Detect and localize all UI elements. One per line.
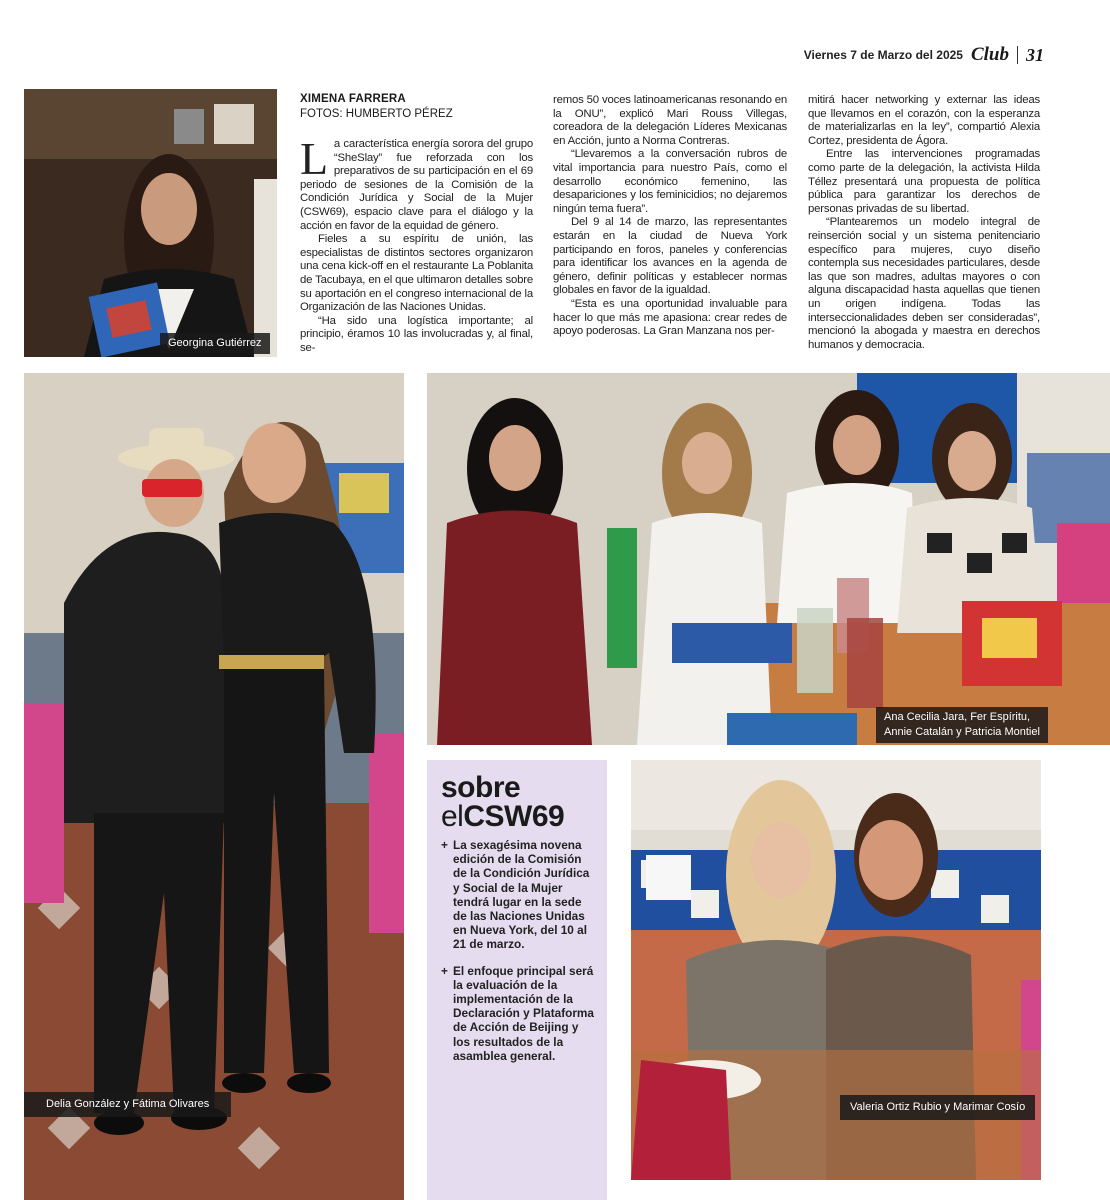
sidebar-box [427,760,607,1200]
drop-cap: L [300,133,328,184]
author-name: XIMENA FARRERA [300,93,406,105]
caption-photo4: Valeria Ortiz Rubio y Marimar Cosío [840,1095,1035,1120]
caption-photo3-line1: Ana Cecilia Jara, Fer Espíritu, [884,711,1031,723]
paragraph: “Llevaremos a la conversación rubros de vital importancia para nuestro País, como el desarrollo económico femenino, las desapariciones y los feminicidios; no dejaremos ningún tema fuera”. [553,148,787,215]
photo-delia-fatima [24,373,404,1200]
sidebar-title-acronym: CSW69 [463,800,565,833]
sidebar-title-line2 [441,802,597,832]
sidebar-title: sobre [441,771,521,804]
paragraph: “Plantearemos un modelo integral de reinserción social y un sistema penitenciario específico para mujeres, cuyo diseño contempla sus necesidades particulares, desde las que son madres, adultas mayores o con alguna discapacidad hasta aquellas que tienen un origen indígena. Todas las interseccionalidades deben ser consideradas”, mencionó la abogada y maestra en derechos humanos y democracia. [808,216,1040,351]
paragraph: mitirá hacer networking y externar las ideas que llevamos en el corazón, con la esperanza de materializarlas en la ley”, compartió Alexia Cortez, presidenta de Ágora. [808,94,1040,147]
paragraph: remos 50 voces latinoamericanas resonando en la ONU”, explicó Mari Rouss Villegas, coreadora de la delegación Líderes Mexicanas en Acción, junto a Norma Contreras. [553,94,787,147]
caption-photo1: Georgina Gutiérrez [160,333,270,354]
paragraph: “Esta es una oportunidad invaluable para hacer lo que más me apasiona: crear redes de apoyo poderosas. La Gran Manzana nos per- [553,297,787,338]
photo-georgina [24,89,277,357]
sidebar-bullet [441,838,597,952]
header-divider [1017,46,1018,64]
sidebar-bullet-text: El enfoque principal será la evaluación de la implementación de la Declaración y Plataforma de Acción de Beijing y los resultados de la asamblea general. [453,963,594,1063]
paragraph: “Ha sido una logística importante; al principio, éramos 10 las involucradas y, al final, se- [300,314,533,354]
caption-photo3-line2: Annie Catalán y Patricia Montiel [884,726,1040,738]
article-column-2 [553,94,787,339]
sidebar-title-prefix: el [441,800,464,833]
issue-date: Viernes 7 de Marzo del 2025 [803,48,963,62]
paragraph: Entre las intervenciones programadas como parte de la delegación, la activista Hilda Téllez presentará una propuesta de política pública para garantizar los derechos de personas privadas de su libertad. [808,148,1040,215]
paragraph: a característica energía sorora del grupo “SheSlay” fue reforzada con los preparativos de su participación en el 69 periodo de sesiones de la Comisión de la Condición Jurídica y Social de la Mujer (CSW69), espacio clave para el diálogo y la acción en favor de la equidad de género. [300,138,533,232]
article-column-3 [808,94,1040,352]
byline [300,92,453,122]
sidebar-bullet-text: La sexagésima novena edición de la Comisión de la Condición Jurídica y Social de la Mujer tendrá lugar en la sede de las Naciones Unidas en Nueva York, del 10 al 21 de marzo. [453,838,590,952]
plus-icon: + [441,838,448,852]
section-name: Club [970,44,1009,65]
paragraph: Del 9 al 14 de marzo, las representantes estarán en la ciudad de Nueva York participando en foros, paneles y conferencias para identificar los avances en la agenda de género, definir políticas y establecer normas globales en favor de la igualdad. [553,216,787,297]
caption-photo3 [876,707,1048,743]
article-column-1 [300,133,533,356]
caption-photo2: Delia González y Fátima Olivares [24,1092,231,1117]
paragraph: Fieles a su espíritu de unión, las especialistas de distintos sectores organizaron una cena kick-off en el restaurante La Poblanita de Tacubaya, en el que ultimaron detalles sobre su aportación en el congreso internacional de la Organización de las Naciones Unidas. [300,233,533,314]
page-header [804,44,1044,66]
photo-group-four [427,373,1110,745]
sidebar-bullet [441,964,597,1063]
photo-credit: FOTOS: HUMBERTO PÉREZ [300,108,453,120]
page-number: 31 [1026,44,1044,65]
plus-icon: + [441,963,448,978]
